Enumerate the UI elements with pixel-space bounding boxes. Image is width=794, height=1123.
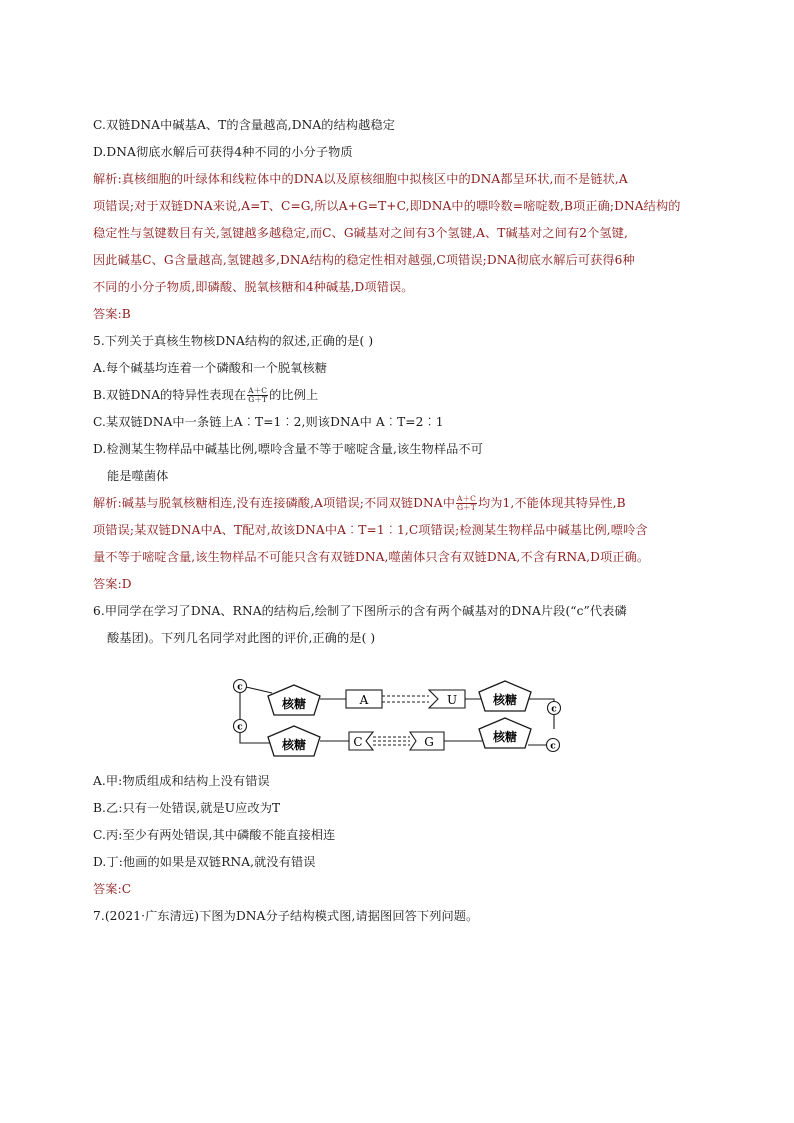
sugar-top-left [268, 685, 320, 715]
base-label: U [446, 693, 458, 707]
phosphate-label: c [551, 704, 557, 715]
q5-option-d-line-2: 能是噬菌体 [107, 469, 169, 483]
dna-fragment-diagram [232, 671, 567, 766]
q5-analysis-line-3: 量不等于嘧啶含量,该生物样品不可能只含有双链DNA,噬菌体只含有双链DNA,不含有RNA,D项正确。 [93, 550, 650, 564]
phosphate-left-top [234, 680, 247, 693]
q6-option-a: A.甲:物质组成和结构上没有错误 [93, 774, 270, 788]
document-page-continued [93, 768, 713, 930]
top-phosphate-link [246, 687, 272, 693]
phosphate-right-top [548, 702, 561, 715]
q4-analysis-line-4: 因此碱基C、G含量越高,氢键越多,DNA结构的稳定性相对越强,C项错误;DNA彻底水解后可获得6种 [93, 253, 635, 267]
q5-analysis-line-2: 项错误;某双链DNA中A、T配对,故该DNA中A︰T=1︰1,C项错误;检测某生物样品中碱基比例,嘌呤含 [93, 523, 648, 537]
sugar-label: 核糖 [281, 697, 307, 711]
q4-analysis-line-1: 解析:真核细胞的叶绿体和线粒体中的DNA以及原核细胞中拟核区中的DNA都呈环状,而不是链状,A [93, 172, 628, 186]
sugar-top-right [479, 681, 531, 711]
q6-stem-line-2: 酸基团)。下列几名同学对此图的评价,正确的是( ) [107, 631, 376, 645]
fraction-numerator: A＋C [248, 386, 268, 395]
q4-option-d: D.DNA彻底水解后可获得4种不同的小分子物质 [93, 145, 353, 159]
base-label: C [353, 735, 363, 749]
q6-option-b: B.乙:只有一处错误,就是U应改为T [93, 801, 281, 815]
q6-option-d: D.丁:他画的如果是双链RNA,就没有错误 [93, 855, 316, 869]
sugar-label: 核糖 [492, 693, 518, 707]
dna-fragment-figure [232, 671, 567, 766]
q5-option-c: C.某双链DNA中一条链上A︰T=1︰2,则该DNA中 A︰T=2︰1 [93, 415, 444, 429]
q7-stem: 7.(2021·广东清远)下图为DNA分子结构模式图,请据图回答下列问题。 [93, 909, 479, 923]
base-top-left [346, 690, 382, 708]
phosphate-left-middle [234, 720, 247, 733]
q5-option-d-line-1: D.检测某生物样品中碱基比例,嘌呤含量不等于嘧啶含量,该生物样品不可 [93, 442, 483, 456]
sugar-bottom-left [268, 726, 320, 756]
q6-option-c: C.丙:至少有两处错误,其中磷酸不能直接相连 [93, 828, 336, 842]
q5-option-a: A.每个碱基均连着一个磷酸和一个脱氧核糖 [93, 361, 328, 375]
q4-answer: 答案:B [93, 307, 131, 321]
q6-stem-line-1: 6.甲同学在学习了DNA、RNA的结构后,绘制了下图所示的含有两个碱基对的DNA片段(“c”代表磷 [93, 604, 627, 618]
phosphate-label: c [237, 722, 243, 733]
q5-option-b-text: B.双链DNA的特异性表现在 [93, 388, 247, 402]
phosphate-label: c [237, 682, 243, 693]
base-label: G [424, 735, 434, 749]
fraction-denominator: G＋T [248, 395, 268, 404]
base-top-right [429, 690, 465, 708]
phosphate-right-bottom [547, 739, 560, 752]
q4-analysis-line-2: 项错误;对于双链DNA来说,A=T、C=G,所以A+G=T+C,即DNA中的嘌呤数=嘧啶数,B项正确;DNA结构的 [93, 199, 681, 213]
q4-analysis-line-5: 不同的小分子物质,即磷酸、脱氧核糖和4种碱基,D项错误。 [93, 280, 414, 294]
right-top-link [527, 699, 554, 701]
sugar-label: 核糖 [492, 730, 518, 744]
sugar-bottom-right [479, 718, 531, 748]
fraction-denominator: G＋T [457, 503, 476, 512]
q5-option-b-fraction [247, 387, 268, 404]
fraction-numerator: A＋C [457, 494, 476, 503]
q6-answer: 答案:C [93, 882, 132, 896]
q5-option-b-tail: 的比例上 [269, 388, 319, 402]
q5-analysis-text: 解析:碱基与脱氧核糖相连,没有连接磷酸,A项错误;不同双链DNA中 [93, 496, 455, 510]
q5-answer: 答案:D [93, 577, 132, 591]
base-bottom-right [410, 732, 444, 750]
q5-analysis-line-1 [93, 490, 713, 517]
q5-stem: 5.下列关于真核生物核DNA结构的叙述,正确的是( ) [93, 334, 374, 348]
base-bottom-left [349, 732, 373, 750]
q5-analysis-tail: 均为1,不能体现其特异性,B [477, 496, 626, 510]
document-page [93, 112, 713, 652]
q5-analysis-fraction [456, 495, 477, 512]
q5-option-b [93, 382, 713, 409]
left-backbone-link [240, 733, 270, 743]
phosphate-label: c [550, 741, 556, 752]
sugar-label: 核糖 [281, 738, 307, 752]
q4-analysis-line-3: 稳定性与氢键数目有关,氢键越多越稳定,而C、G碱基对之间有3个氢键,A、T碱基对之间有2个氢键, [93, 226, 628, 240]
q4-option-c: C.双链DNA中碱基A、T的含量越高,DNA的结构越稳定 [93, 118, 396, 132]
base-label: A [359, 693, 369, 707]
